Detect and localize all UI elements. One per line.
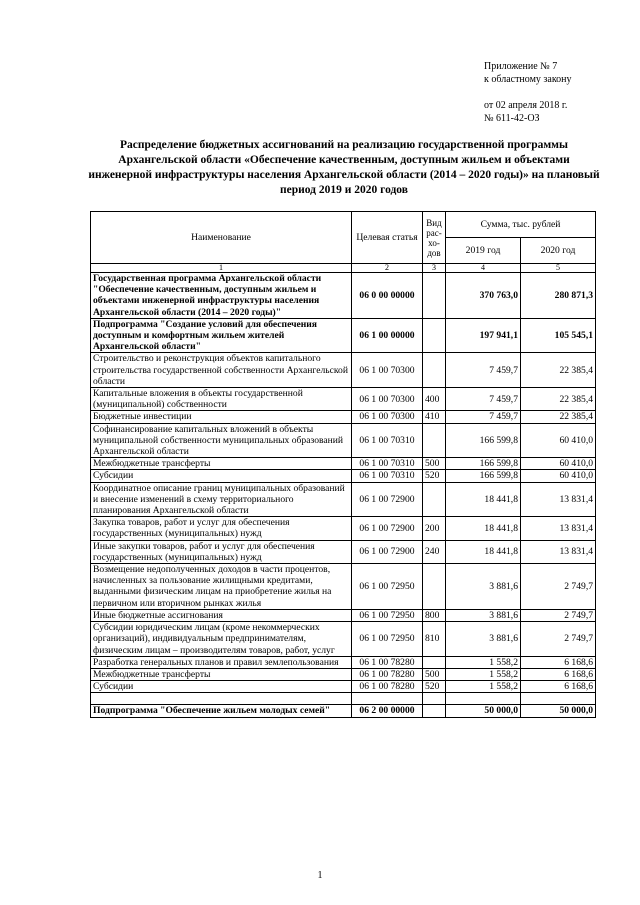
document-title: Распределение бюджетных ассигнований на реализацию государственной программы Архангельской области «Обеспечение качественным, доступным жильем и объектами инженерной инфраструктуры населения Архангельской области (2014 – 2020 годы)» на плановый период 2019 и 2020 годов: [88, 139, 600, 196]
row-code: 06 1 00 70310: [352, 458, 423, 470]
header-name: Наименование: [91, 212, 352, 264]
row-2020: 60 410,0: [521, 423, 596, 458]
row-2019: 166 599,8: [446, 458, 521, 470]
appendix-line: Приложение № 7: [484, 61, 558, 72]
row-code: 06 2 00 00000: [352, 705, 423, 717]
row-name: Закупка товаров, работ и услуг для обеспечения государственных (муниципальных) нужд: [91, 517, 352, 540]
table-row: [91, 517, 596, 540]
row-2019: 18 441,8: [446, 540, 521, 563]
table-row: [91, 411, 596, 423]
row-2020: 22 385,4: [521, 388, 596, 411]
row-code: 06 1 00 78280: [352, 681, 423, 693]
row-name: Межбюджетные трансферты: [91, 668, 352, 680]
table-row: [91, 656, 596, 668]
table-row: [91, 388, 596, 411]
row-2019: 3 881,6: [446, 609, 521, 621]
row-code: 06 1 00 00000: [352, 318, 423, 353]
col-number: 4: [446, 264, 521, 273]
row-2020: 13 831,4: [521, 540, 596, 563]
table-row: [91, 705, 596, 717]
row-2019: 7 459,7: [446, 411, 521, 423]
header-2019: 2019 год: [446, 238, 521, 264]
header-vid: Вид рас- хо- дов: [423, 212, 446, 264]
row-code: 06 1 00 72950: [352, 622, 423, 657]
row-2020: 50 000,0: [521, 705, 596, 717]
row-code: 06 1 00 70300: [352, 411, 423, 423]
page-number: 1: [317, 870, 323, 881]
row-vid: 500: [423, 458, 446, 470]
row-2019: 1 558,2: [446, 681, 521, 693]
row-name: Субсидии: [91, 681, 352, 693]
appendix-line: к областному закону: [484, 74, 572, 85]
row-vid: [423, 482, 446, 517]
row-2019: 3 881,6: [446, 564, 521, 610]
row-2020: 2 749,7: [521, 609, 596, 621]
row-name: Бюджетные инвестиции: [91, 411, 352, 423]
header-2020: 2020 год: [521, 238, 596, 264]
row-2020: 6 168,6: [521, 681, 596, 693]
row-code: 06 1 00 72900: [352, 517, 423, 540]
col-number: 1: [91, 264, 352, 273]
row-vid: 500: [423, 668, 446, 680]
row-code: 06 1 00 70300: [352, 388, 423, 411]
col-number: 3: [423, 264, 446, 273]
row-code: 06 1 00 72900: [352, 540, 423, 563]
row-vid: 800: [423, 609, 446, 621]
row-vid: [423, 423, 446, 458]
row-name: Государственная программа Архангельской области "Обеспечение качественным, доступным жильем и объектами инженерной инфраструктуры населения Архангельской области (2014 – 2020 годы)": [91, 273, 352, 319]
table-row: [91, 458, 596, 470]
row-2020: 60 410,0: [521, 470, 596, 482]
table-row: [91, 622, 596, 657]
table-row: [91, 668, 596, 680]
table-row: [91, 353, 596, 388]
row-code: 06 1 00 72950: [352, 609, 423, 621]
row-2019: 50 000,0: [446, 705, 521, 717]
row-code: [352, 693, 423, 705]
row-name: Капитальные вложения в объекты государственной (муниципальной) собственности: [91, 388, 352, 411]
table-row-empty: [91, 693, 596, 705]
row-2020: 13 831,4: [521, 482, 596, 517]
table-row: [91, 681, 596, 693]
table-row: [91, 470, 596, 482]
budget-table: [90, 211, 596, 718]
table-row: [91, 423, 596, 458]
row-2020: 6 168,6: [521, 668, 596, 680]
row-code: 06 0 00 00000: [352, 273, 423, 319]
row-name: Субсидии: [91, 470, 352, 482]
table-row: [91, 273, 596, 319]
appendix-law-number: № 611-42-ОЗ: [484, 113, 540, 124]
row-vid: [423, 564, 446, 610]
row-2020: 22 385,4: [521, 353, 596, 388]
row-vid: 410: [423, 411, 446, 423]
row-name: Иные бюджетные ассигнования: [91, 609, 352, 621]
row-2020: [521, 693, 596, 705]
row-vid: [423, 656, 446, 668]
row-vid: [423, 705, 446, 717]
row-name: Подпрограмма "Обеспечение жильем молодых семей": [91, 705, 352, 717]
row-name: Возмещение недополученных доходов в части процентов, начисленных за пользование жилищными кредитами, выданными физическим лицам на приобретение жилья на первичном или вторичном рынках жилья: [91, 564, 352, 610]
row-name: [91, 693, 352, 705]
row-vid: 240: [423, 540, 446, 563]
row-2019: 166 599,8: [446, 423, 521, 458]
row-name: Межбюджетные трансферты: [91, 458, 352, 470]
row-vid: [423, 273, 446, 319]
row-code: 06 1 00 70310: [352, 423, 423, 458]
row-2019: 18 441,8: [446, 482, 521, 517]
row-2019: 1 558,2: [446, 668, 521, 680]
row-vid: [423, 318, 446, 353]
row-name: Субсидии юридическим лицам (кроме некоммерческих организаций), индивидуальным предпринимателям, физическим лицам – производителям товаров, работ, услуг: [91, 622, 352, 657]
row-2019: 1 558,2: [446, 656, 521, 668]
table-row: [91, 564, 596, 610]
appendix-note: [484, 60, 572, 125]
row-2020: 6 168,6: [521, 656, 596, 668]
row-2019: 3 881,6: [446, 622, 521, 657]
row-vid: [423, 693, 446, 705]
row-2020: 280 871,3: [521, 273, 596, 319]
row-code: 06 1 00 70310: [352, 470, 423, 482]
row-vid: 400: [423, 388, 446, 411]
row-2019: 7 459,7: [446, 388, 521, 411]
row-2019: 166 599,8: [446, 470, 521, 482]
row-vid: 810: [423, 622, 446, 657]
appendix-date: от 02 апреля 2018 г.: [484, 100, 568, 111]
table-row: [91, 318, 596, 353]
table-row: [91, 482, 596, 517]
row-2019: 18 441,8: [446, 517, 521, 540]
header-code: Целевая статья: [352, 212, 423, 264]
row-2020: 22 385,4: [521, 411, 596, 423]
row-2020: 105 545,1: [521, 318, 596, 353]
header-sum: Сумма, тыс. рублей: [446, 212, 596, 238]
row-2020: 13 831,4: [521, 517, 596, 540]
row-vid: 520: [423, 681, 446, 693]
row-name: Подпрограмма "Создание условий для обеспечения доступным и комфортным жильем жителей Архангельской области": [91, 318, 352, 353]
row-2020: 2 749,7: [521, 564, 596, 610]
row-code: 06 1 00 78280: [352, 668, 423, 680]
row-code: 06 1 00 72950: [352, 564, 423, 610]
row-vid: 520: [423, 470, 446, 482]
row-code: 06 1 00 78280: [352, 656, 423, 668]
row-2019: 7 459,7: [446, 353, 521, 388]
row-2019: 197 941,1: [446, 318, 521, 353]
table-row: [91, 540, 596, 563]
row-name: Разработка генеральных планов и правил землепользования: [91, 656, 352, 668]
row-code: 06 1 00 72900: [352, 482, 423, 517]
row-name: Координатное описание границ муниципальных образований и внесение изменений в схему территориального планирования Архангельской области: [91, 482, 352, 517]
row-2019: [446, 693, 521, 705]
table-row: [91, 609, 596, 621]
row-name: Иные закупки товаров, работ и услуг для обеспечения государственных (муниципальных) нужд: [91, 540, 352, 563]
col-number: 2: [352, 264, 423, 273]
row-2020: 2 749,7: [521, 622, 596, 657]
row-name: Софинансирование капитальных вложений в объекты муниципальной собственности муниципальных образований Архангельской области: [91, 423, 352, 458]
row-vid: [423, 353, 446, 388]
col-number: 5: [521, 264, 596, 273]
row-name: Строительство и реконструкция объектов капитального строительства государственной собственности Архангельской области: [91, 353, 352, 388]
row-vid: 200: [423, 517, 446, 540]
row-2019: 370 763,0: [446, 273, 521, 319]
row-code: 06 1 00 70300: [352, 353, 423, 388]
row-2020: 60 410,0: [521, 458, 596, 470]
